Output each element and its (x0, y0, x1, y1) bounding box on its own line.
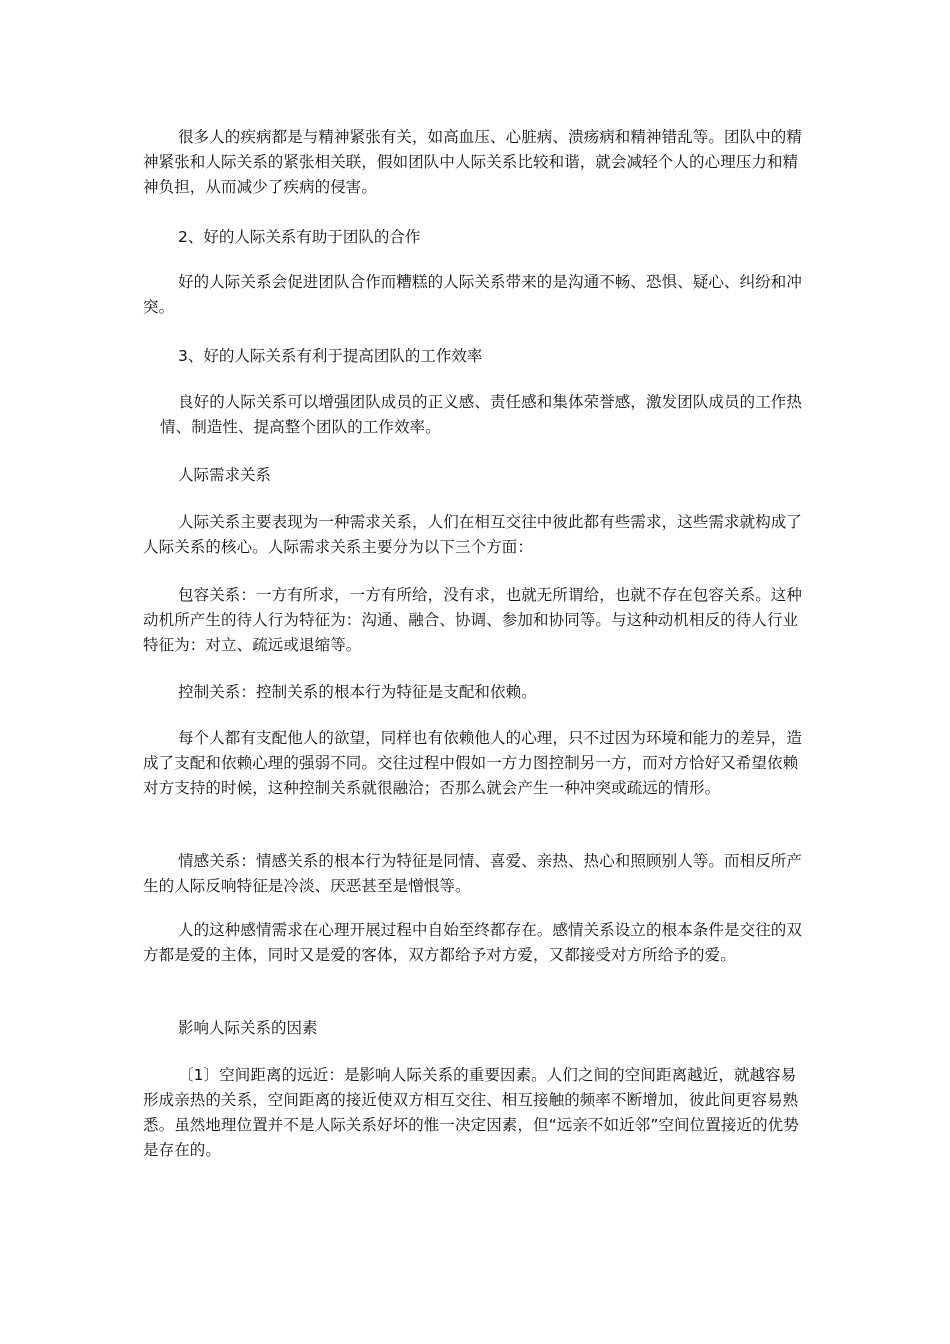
paragraph-control: 控制关系：控制关系的根本行为特征是支配和依赖。 (178, 683, 537, 701)
paragraph-inclusion: 包容关系：一方有所求，一方有所给，没有求，也就无所谓给，也就不存在包容关系。这种动机所产生的待人行为特征为：沟通、融合、协调、参加和协同等。与这种动机相反的待人行业特征为：对立、疏远或退缩等。 (143, 586, 803, 654)
heading-cooperation: 2、好的人际关系有助于团队的合作 (178, 228, 421, 246)
paragraph-efficiency: 良好的人际关系可以增强团队成员的正义感、责任感和集体荣誉感，激发团队成员的工作热情、制造性、提高整个团队的工作效率。 (160, 393, 803, 436)
paragraph-needs-overview: 人际关系主要表现为一种需求关系，人们在相互交往中彼此都有些需求，这些需求就构成了人际关系的核心。人际需求关系主要分为以下三个方面： (143, 513, 803, 556)
heading-efficiency: 3、好的人际关系有利于提高团队的工作效率 (178, 347, 483, 365)
paragraph-dominance: 每个人都有支配他人的欲望，同样也有依赖他人的心理，只不过因为环境和能力的差异，造成了支配和依赖心理的强弱不同。交往过程中假如一方力图控制另一方，而对方恰好又希望依赖对方支持的时候，这种控制关系就很融洽；否那么就会产生一种冲突或疏远的情形。 (143, 729, 803, 797)
paragraph-spatial-distance: 〔1〕空间距离的远近：是影响人际关系的重要因素。人们之间的空间距离越近，就越容易形成亲热的关系，空间距离的接近使双方相互交往、相互接触的频率不断增加，彼此间更容易熟悉。虽然地理位置并不是人际关系好坏的惟一决定因素，但“远亲不如近邻”空间位置接近的优势是存在的。 (143, 1066, 799, 1159)
paragraph-stress-and-illness: 很多人的疾病都是与精神紧张有关，如高血压、心脏病、溃疡病和精神错乱等。团队中的精神紧张和人际关系的紧张相关联，假如团队中人际关系比较和谐，就会减轻个人的心理压力和精神负担，从而减少了疾病的侵害。 (143, 128, 803, 196)
paragraph-emotional-needs: 人的这种感情需求在心理开展过程中自始至终都存在。感情关系设立的根本条件是交往的双方都是爱的主体，同时又是爱的客体，双方都给予对方爱，又都接受对方所给予的爱。 (143, 921, 803, 964)
heading-influencing-factors: 影响人际关系的因素 (178, 1019, 318, 1037)
paragraph-cooperation: 好的人际关系会促进团队合作而糟糕的人际关系带来的是沟通不畅、恐惧、疑心、纠纷和冲突。 (143, 273, 803, 316)
heading-interpersonal-needs: 人际需求关系 (178, 466, 272, 484)
paragraph-affection: 情感关系：情感关系的根本行为特征是同情、喜爱、亲热、热心和照顾别人等。而相反所产生的人际反响特征是冷淡、厌恶甚至是憎恨等。 (143, 852, 803, 895)
